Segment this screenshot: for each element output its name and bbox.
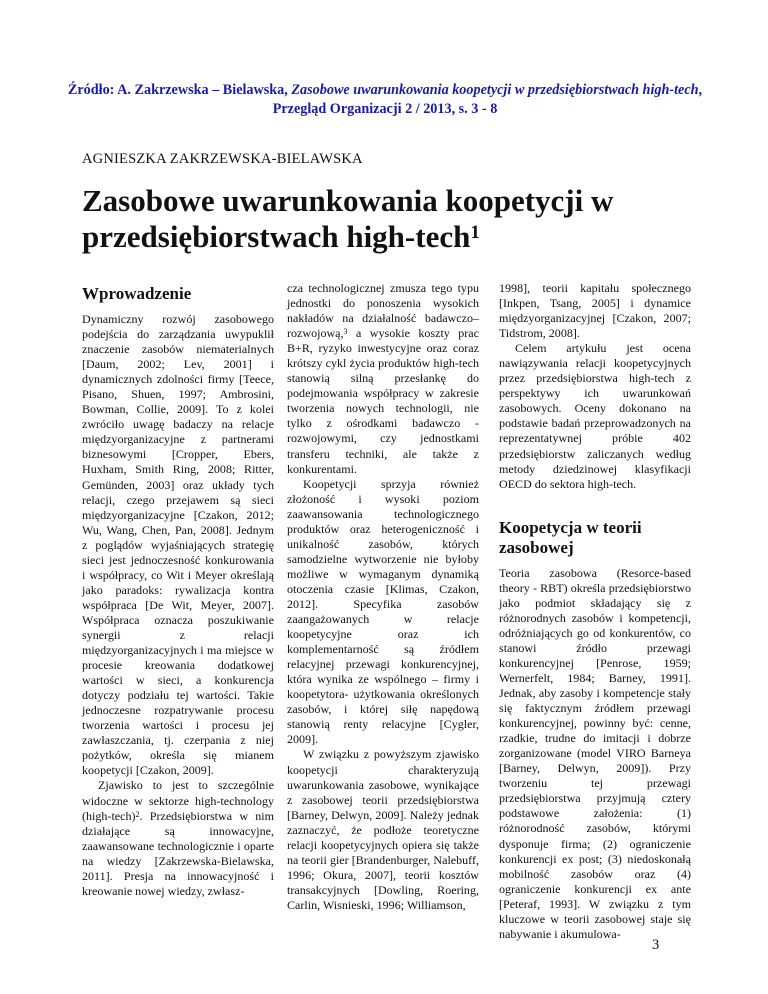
source-suffix: , Przegląd Organizacji 2 / 2013, s. 3 - 8	[272, 82, 703, 117]
col3-paragraph-2: Celem artykułu jest ocena nawiązywania relacji koopetycyjnych przez przedsiębiorstwa high-tech z perspektywy ich uwarunkowań zasobowych. Oceny dokonano na podstawie badań przeprowadzonych na reprezentatywnej próbie 402 przedsiębiorstw zaliczanych według metody dziedzinowej klasyfikacji OECD do sektora high-tech.	[499, 341, 691, 491]
intro-paragraph-2-text-b: . Przedsiębiorstwa w nim działające są innowacyjne, zaawansowane technologicznie i oparte na wiedzy [Zakrzewska-Bielawska, 2011]. Presja na innowacyjność i kreowanie nowej wiedzy, zwłasz-	[82, 808, 274, 898]
intro-paragraph-1-text: Dynamiczny rozwój zasobowego podejścia do zarządzania uwypuklił znaczenie zasobów niematerialnych [Daum, 2002; Lev, 2001] i dynamicznych zdolności firmy [Teece, Pisano, Shuen, 1997; Ambrosini, Bowman, Collie, 2009]. To z kolei zwróciło uwagę badaczy na relacje międzyorganizacyjne z partnerami biznesowymi [Cropper, Ebers, Huxham, Smith Ring, 2008; Ritter, Gemünden, 2003] oraz układy tych relacji, czego przejawem są sieci międzyorganizacyjne [Czakon, 2012; Wu, Wang, Chen, Pan, 2008]. Jednym z poglądów wyjaśniających strategię sieci jest jednoczesność konkurowania i współpracy, co Wit i Meyer określają jako paradoks: rywalizacja kontra współpraca [De Wit, Meyer, 2007]. Współpraca oznacza poszukiwanie synergii z relacji międzyorganizacyjnych i ma miejsce w procesie kreowania dodatkowej wartości w sieci, a konkurencja dotyczy podziału tej wartości. Takie jednoczesne rozpatrywanie procesu tworzenia wartości i procesu jej zawłaszczania, tj. czerpania z niej pożytków, określa się mianem koopetycji [Czakon, 2009].	[82, 312, 274, 778]
article-title-text: Zasobowe uwarunkowania koopetycji w przedsiębiorstwach high-tech	[82, 183, 614, 254]
column-3	[499, 281, 691, 942]
col3-paragraph-1: 1998], teorii kapitału społecznego [Inkpen, Tsang, 2005] i dynamice międzyorganizacyjnej [Czakon, 2007; Tidstrom, 2008].	[499, 281, 691, 341]
source-prefix: Źródło: A. Zakrzewska – Bielawska,	[67, 82, 292, 98]
intro-paragraph-2	[82, 778, 274, 898]
footnote-marker-2: 2	[135, 809, 140, 819]
section-heading-koopetycja: Koopetycja w teorii zasobowej	[499, 517, 642, 557]
author-name: AGNIESZKA ZAKRZEWSKA-BIELAWSKA	[82, 151, 363, 167]
column-1	[82, 284, 274, 899]
col2-paragraph-3: W związku z powyższym zjawisko koopetycji charakteryzują uwarunkowania zasobowe, wynikające z zasobowej teorii przedsiębiorstwa [Barney, Delwyn, 2009]. Należy jednak zaznaczyć, że podłoże teoretyczne relacji koopetycyjnych opiera się także na teorii gier [Brandenburger, Nalebuff, 1996; Okura, 2007], teorii kosztów transakcyjnych [Dowling, Roering, Carlin, Wisnieski, 1996; Williamson,	[287, 747, 479, 912]
source-title: Zasobowe uwarunkowania koopetycji w przedsiębiorstwach high-tech	[291, 82, 699, 98]
article-title	[82, 183, 722, 255]
koopetycja-paragraph-1: Teoria zasobowa (Resorce-based theory - RBT) określa przedsiębiorstwo jako podmiot składający się z różnorodnych zasobów i kompetencji, odróżniających go od konkurentów, co stanowi źródło przewagi konkurencyjnej [Penrose, 1959; Wernerfelt, 1984; Barney, 1991]. Jednak, aby zasoby i kompetencje stały się faktycznym źródłem przewagi konkurencyjnej, powinny być: cenne, rzadkie, trudne do imitacji i dobrze zorganizowane (model VIRO Barneya [Barney, Delwyn, 2009]). Przy tworzeniu tej przewagi przedsiębiorstwa przyjmują cztery podstawowe założenia: (1) różnorodność zasobów, którymi dysponuje firma; (2) ograniczenie konkurencji ex post; (3) niedoskonałą mobilność zasobów oraz (4) ograniczenie konkurencji ex ante [Peteraf, 1993]. W związku z tym kluczowe w teorii zasobowej staje się nabywanie i akumulowa-	[499, 565, 691, 941]
column-2	[287, 281, 479, 913]
col2-paragraph-1-text-b: a wysokie koszty prac B+R, ryzyko inwestycyjne oraz coraz krótszy cykl życia produktów high-tech stanowią silną przesłankę do podejmowania współpracy w zakresie tworzenia nowych technologii, nie tylko z ośrodkami badawczo - rozwojowymi, czy jednostkami transferu techniki, ale także z konkurentami.	[287, 326, 479, 476]
col2-paragraph-1-text-a: cza technologicznej zmusza tego typu jednostki do ponoszenia wysokich nakładów na działalność badawczo–rozwojową,	[287, 281, 479, 341]
intro-paragraph-1	[82, 312, 274, 778]
title-footnote-marker: 1	[470, 222, 480, 243]
intro-paragraph-2-text-a: Zjawisko to jest to szczególnie widoczne w sektorze high-technology (high-tech)	[82, 778, 274, 823]
footnote-marker-3: 3	[343, 327, 348, 337]
col2-paragraph-1	[287, 281, 479, 477]
col2-paragraph-2: Koopetycji sprzyja również złożoność i wysoki poziom zaawansowania technologicznego produktów oraz heterogeniczność i unikalność zasobów, których samodzielne wytworzenie nie byłoby możliwe w wymaganym dynamiką otoczenia czasie [Klimas, Czakon, 2012]. Specyfika zasobów zaangażowanych w relacje koopetycyjne oraz ich komplementarność są źródłem relacyjnej przewagi konkurencyjnej, która wynika ze wspólnego – firmy i koopetytora- użytkowania określonych zasobów, i której siłę napędową stanowią renty relacyjne [Cygler, 2009].	[287, 476, 479, 747]
source-citation	[60, 81, 710, 119]
section-heading-intro: Wprowadzenie	[82, 284, 192, 303]
page-number: 3	[652, 937, 660, 953]
